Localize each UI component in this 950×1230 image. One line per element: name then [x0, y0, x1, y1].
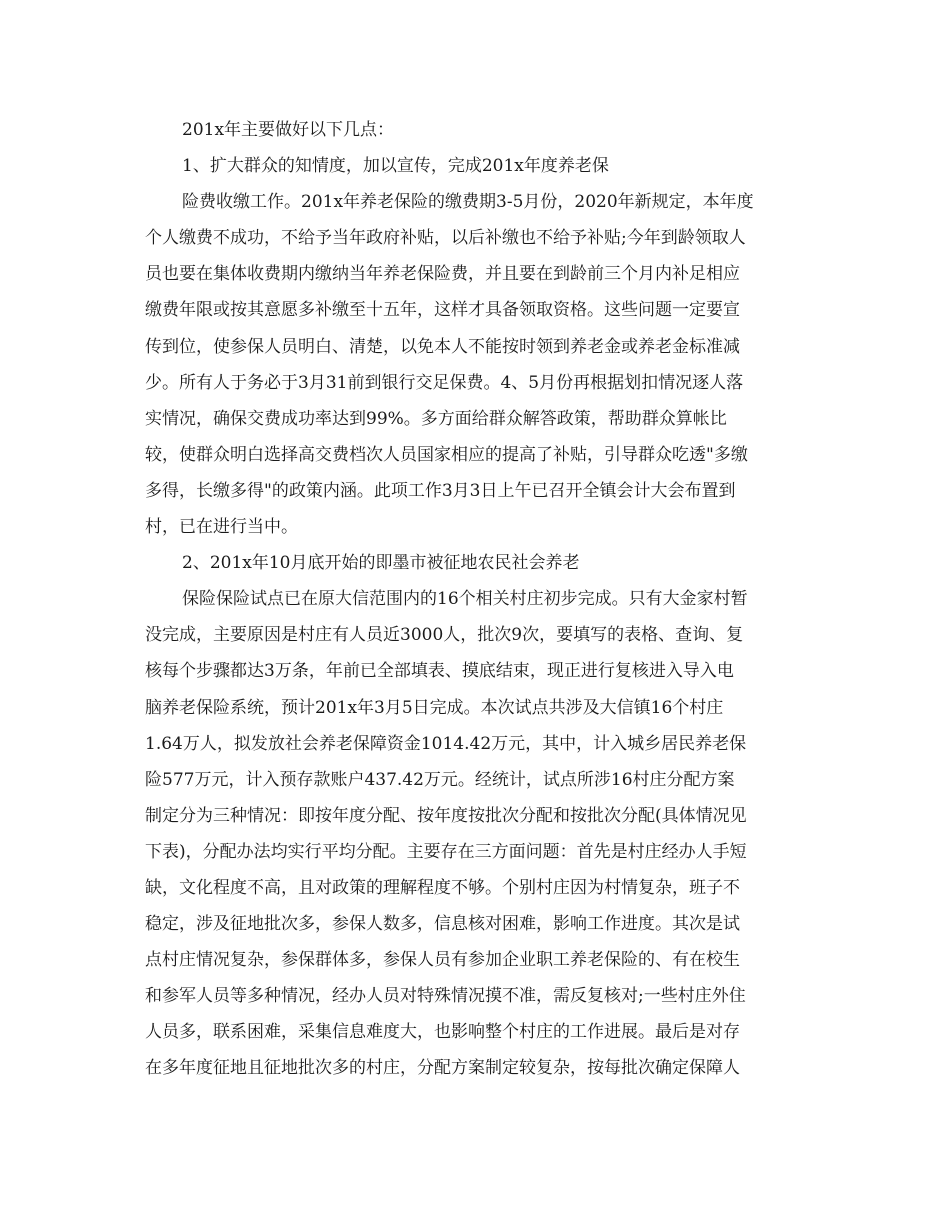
text-line: 2、201x年10月底开始的即墨市被征地农民社会养老 [182, 553, 580, 574]
text-line: 个人缴费不成功，不给予当年政府补贴，以后补缴也不给予补贴;今年到龄领取人 [145, 228, 746, 249]
text-line: 缴费年限或按其意愿多补缴至十五年，这样才具备领取资格。这些问题一定要宣 [145, 300, 740, 321]
document-body [145, 112, 805, 1087]
text-line: 脑养老保险系统，预计201x年3月5日完成。本次试点共涉及大信镇16个村庄 [145, 697, 724, 718]
text-line: 险577万元，计入预存款账户437.42万元。经统计，试点所涉16村庄分配方案 [145, 769, 735, 790]
text-line: 1.64万人，拟发放社会养老保障资金1014.42万元，其中，计入城乡居民养老保 [145, 733, 747, 754]
text-line: 和参军人员等多种情况，经办人员对特殊情况摸不准，需反复核对;一些村庄外住 [145, 986, 746, 1007]
text-line: 点村庄情况复杂，参保群体多，参保人员有参加企业职工养老保险的、有在校生 [145, 950, 740, 971]
text-line: 人员多，联系困难，采集信息难度大，也影响整个村庄的工作进展。最后是对存 [145, 1022, 740, 1043]
text-line: 下表)，分配办法均实行平均分配。主要存在三方面问题：首先是村庄经办人手短 [145, 841, 747, 862]
text-line: 传到位，使参保人员明白、清楚，以免本人不能按时领到养老金或养老金标准减 [145, 336, 740, 357]
text-line: 在多年度征地且征地批次多的村庄，分配方案制定较复杂，按每批次确定保障人 [145, 1058, 740, 1079]
text-line: 较，使群众明白选择高交费档次人员国家相应的提高了补贴，引导群众吃透"多缴 [145, 444, 748, 465]
text-line: 201x年主要做好以下几点： [182, 120, 395, 140]
text-line: 少。所有人于务必于3月31前到银行交足保费。4、5月份再根据划扣情况逐人落 [145, 372, 744, 393]
text-line: 缺，文化程度不高，且对政策的理解程度不够。个别村庄因为村情复杂，班子不 [145, 877, 740, 898]
text-line: 稳定，涉及征地批次多，参保人数多，信息核对困难，影响工作进度。其次是试 [145, 914, 740, 935]
text-line: 制定分为三种情况：即按年度分配、按年度按批次分配和按批次分配(具体情况见 [145, 805, 747, 826]
text-line: 员也要在集体收费期内缴纳当年养老保险费，并且要在到龄前三个月内补足相应 [145, 264, 740, 285]
text-line: 核每个步骤都达3万条，年前已全部填表、摸底结束，现正进行复核进入导入电 [145, 661, 734, 682]
text-line: 没完成，主要原因是村庄有人员近3000人，批次9次，要填写的表格、查询、复 [145, 625, 744, 646]
text-line: 村，已在进行当中。 [145, 517, 298, 538]
text-line: 保险保险试点已在原大信范围内的16个相关村庄初步完成。只有大金家村暂 [182, 589, 748, 610]
text-line: 1、扩大群众的知情度，加以宣传，完成201x年度养老保 [182, 156, 609, 177]
text-line: 险费收缴工作。201x年养老保险的缴费期3-5月份，2020年新规定，本年度 [182, 192, 754, 213]
text-line: 多得，长缴多得"的政策内涵。此项工作3月3日上午已召开全镇会计大会布置到 [145, 480, 736, 501]
text-line: 实情况，确保交费成功率达到99%。多方面给群众解答政策，帮助群众算帐比 [145, 408, 727, 429]
